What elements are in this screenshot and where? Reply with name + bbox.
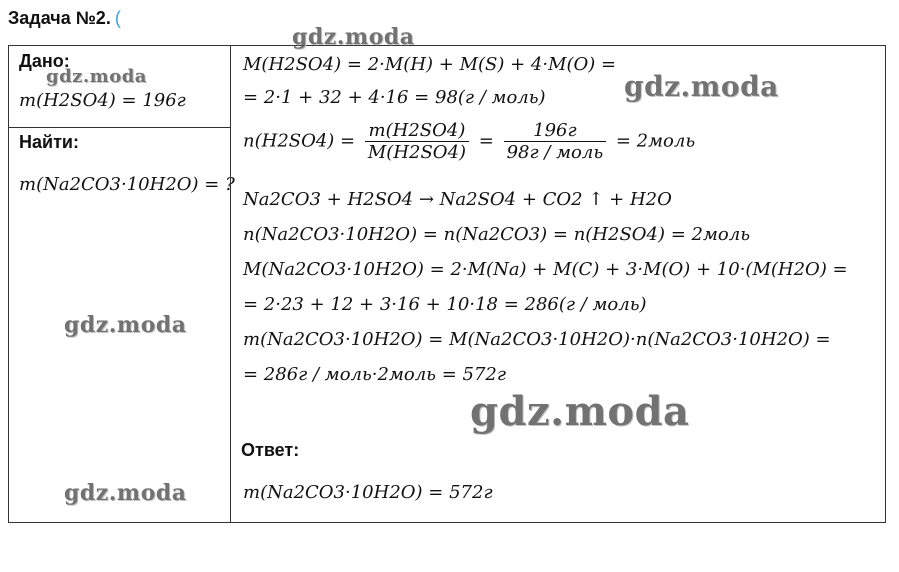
watermark-logo: gdz.moda (292, 24, 415, 50)
fraction-mass-over-molar (365, 120, 469, 163)
fraction-denominator-1: M(H2SO4) (367, 142, 467, 163)
title-text: Задача №2. (8, 8, 111, 28)
watermark-logo: gdz.moda (64, 312, 187, 338)
watermark-logo: gdz.moda (46, 66, 147, 87)
fraction-denominator-2: 98г / моль (506, 142, 604, 163)
given-label: Дано: (19, 51, 70, 71)
reaction-equation: Na2CO3 + H2SO4 → Na2SO4 + CO2 ↑ + H2O (243, 189, 672, 210)
molar-amount-result: = 2моль (615, 130, 696, 152)
fraction-numerator-2: 196г (504, 120, 607, 142)
solution-line-8: m(Na2CO3·10H2O) = M(Na2CO3·10H2O)·n(Na2CO3·10H2O) = (243, 329, 831, 350)
find-value: m(Na2CO3·10H2O) = ? (19, 174, 235, 195)
watermark-logo: gdz.moda (624, 70, 779, 103)
solution-line-9: = 286г / моль·2моль = 572г (243, 364, 506, 385)
fraction-numerator-1: m(H2SO4) (365, 120, 469, 142)
given-value: m(H2SO4) = 196г (19, 90, 186, 111)
answer-label: Ответ: (241, 440, 300, 460)
molar-amount-lhs: n(H2SO4) = (243, 130, 356, 152)
solution-line-6: M(Na2CO3·10H2O) = 2·M(Na) + M(C) + 3·M(O) + 10·(M(H2O) = (243, 259, 848, 280)
solution-line-7: = 2·23 + 12 + 3·16 + 10·18 = 286(г / моль) (243, 294, 647, 315)
fraction-equals: = (478, 130, 494, 152)
solution-line-5: n(Na2CO3·10H2O) = n(Na2CO3) = n(H2SO4) = 2моль (243, 224, 751, 245)
fraction-values (504, 120, 607, 163)
watermark-logo: gdz.moda (470, 388, 690, 435)
title-mark: ( (114, 8, 121, 28)
find-label: Найти: (19, 132, 79, 152)
solution-line-3 (243, 120, 695, 163)
solution-line-2: = 2·1 + 32 + 4·16 = 98(г / моль) (243, 87, 546, 108)
page-title (8, 8, 121, 29)
watermark-logo: gdz.moda (64, 480, 187, 506)
solution-line-1: M(H2SO4) = 2·M(H) + M(S) + 4·M(O) = (243, 54, 617, 75)
answer-value: m(Na2CO3·10H2O) = 572г (243, 482, 493, 503)
solution-cell (230, 45, 886, 523)
